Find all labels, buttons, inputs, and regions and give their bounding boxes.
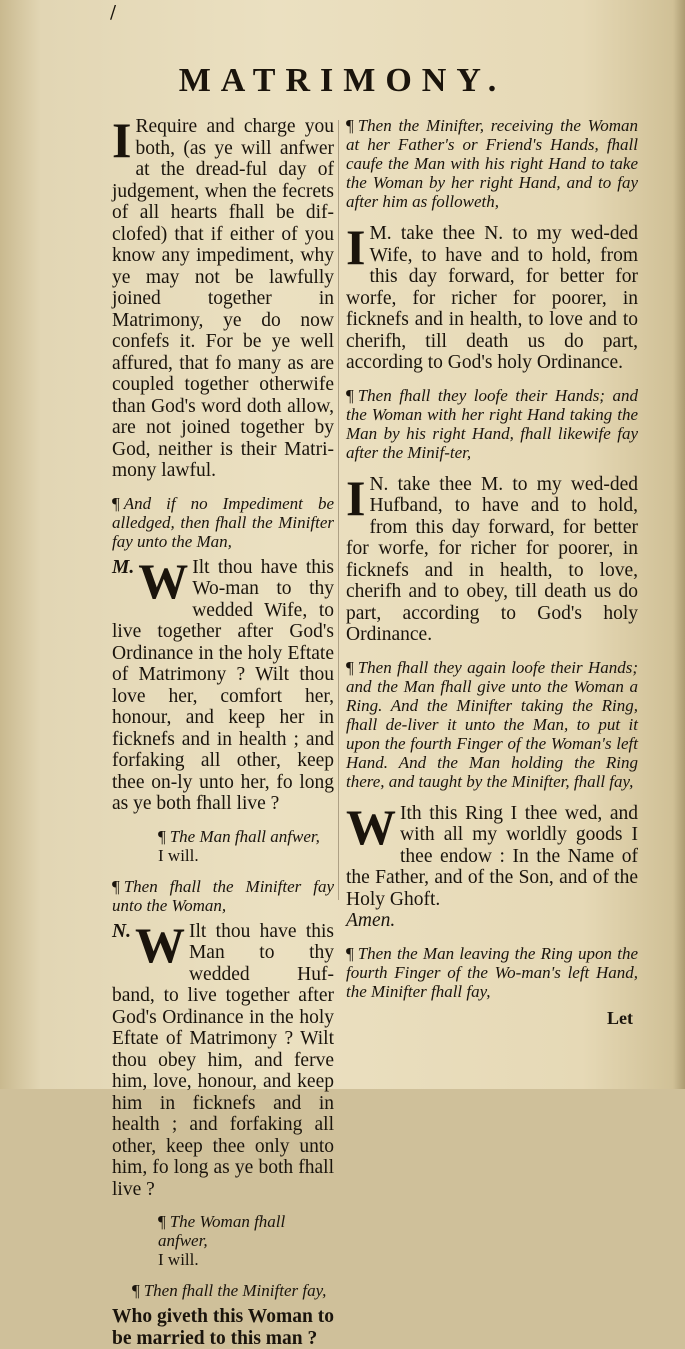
pilcrow-icon: ¶ <box>346 116 354 135</box>
left-column <box>112 112 334 1349</box>
drop-cap: W <box>138 552 189 609</box>
speaker-initial: N. <box>112 920 131 942</box>
answer: I will. <box>158 845 199 865</box>
pilcrow-icon: ¶ <box>158 826 166 846</box>
pilcrow-icon: ¶ <box>346 943 354 963</box>
drop-cap: I <box>112 112 132 168</box>
rubric: ¶ Then fhall the Minifter fay, <box>132 1281 327 1300</box>
rubric: ¶ The Man fhall anfwer, I will. <box>158 826 320 865</box>
charge-paragraph: I Require and charge you both, (as ye will anfwer at the dread-ful day of judgement, when the fecrets of all hearts fhall be dif-clofed) that if either of you know any impediment, why ye may not be lawfully joined together in Matrimony, ye do now confefs it. For be ye well affured, that fo many as are coupled together otherwife than God's word doth allow, are not joined together by God, neither is their Matri-mony lawful. <box>112 112 334 481</box>
rubric: ¶ The Woman fhall anfwer, I will. <box>158 1212 286 1269</box>
rubric: ¶ Then the Man leaving the Ring upon the fourth Finger of the Wo-man's left Hand, the Minifter fhall fay, <box>346 943 638 1001</box>
vow-man: I M. take thee N. to my wed-ded Wife, to have and to hold, from this day forward, for better for worfe, for richer for poorer, in ficknefs and in health, to love and to cherifh, till death us do part, according to God's holy Ordinance. <box>346 219 638 373</box>
vow-woman: I N. take thee M. to my wed-ded Hufband, to have and to hold, from this day forward, for better for worfe, for richer for poorer, in ficknefs and in health, to love, cherifh and to obey, till death us do part, according to God's holy Ordinance. <box>346 469 638 645</box>
question-giver: Who giveth this Woman to be married to this man ? <box>112 1306 334 1349</box>
page-title: MATRIMONY. <box>178 62 507 99</box>
pilcrow-icon: ¶ <box>158 1212 166 1231</box>
speaker-initial: M. <box>112 556 135 578</box>
question-woman: N. W Ilt thou have this Man to thy wedded Huf-band, to live together after God's Ordinance in the holy Eftate of Matrimony ? Wilt thou obey him, and ferve him, love, honour, and keep him in ficknefs and in health ; and forfaking all other, keep thee only unto him, fo long as ye both fhall live ? <box>112 916 334 1200</box>
rubric: ¶ Then the Minifter, receiving the Woman at her Father's or Friend's Hands, fhall caufe the Man with his right Hand to take the Woman by her right Hand, and to fay after him as followeth, <box>346 116 638 211</box>
drop-cap: I <box>346 469 366 526</box>
drop-cap: W <box>134 916 185 973</box>
ring-vow: W Ith this Ring I thee wed, and with all my worldly goods I thee endow : In the Name of the Father, and of the Son, and of the Holy Ghoft. Amen. <box>346 798 638 931</box>
pilcrow-icon: ¶ <box>346 385 354 405</box>
pilcrow-icon: ¶ <box>112 876 120 896</box>
pilcrow-icon: ¶ <box>132 1281 140 1300</box>
right-column <box>346 116 638 1001</box>
drop-cap: I <box>346 219 366 275</box>
catchword: Let <box>607 1008 633 1028</box>
rubric: ¶ Then fhall they again loofe their Hands; and the Man fhall give unto the Woman a Ring. And the Minifter taking the Ring, fhall de-liver it unto the Man, to put it upon the fourth Finger of the Woman's left Hand. And the Man holding the Ring there, and taught by the Minifter, fhall fay, <box>346 657 638 791</box>
rubric: ¶ Then fhall they loofe their Hands; and the Woman with her right Hand taking the Man by his right Hand, fhall likewife fay after the Minif-ter, <box>346 385 638 462</box>
answer: I will. <box>158 1250 199 1269</box>
page-edge-shadow <box>673 0 685 1089</box>
column-divider <box>338 120 339 900</box>
pilcrow-icon: ¶ <box>112 493 120 513</box>
pen-mark: / <box>110 2 117 23</box>
question-man: M. W Ilt thou have this Wo-man to thy wedded Wife, to live together after God's Ordinance in the holy Eftate of Matrimony ? Wilt thou love her, comfort her, honour, and keep her in ficknefs and in health ; and forfaking all other, keep thee on-ly unto her, fo long as ye both fhall live ? <box>112 552 334 814</box>
rubric: ¶ Then fhall the Minifter fay unto the Woman, <box>112 876 334 915</box>
rubric: ¶ And if no Impediment be alledged, then fhall the Minifter fay unto the Man, <box>112 493 334 551</box>
drop-cap: W <box>346 798 396 855</box>
amen: Amen. <box>346 910 396 931</box>
pilcrow-icon: ¶ <box>346 657 354 677</box>
